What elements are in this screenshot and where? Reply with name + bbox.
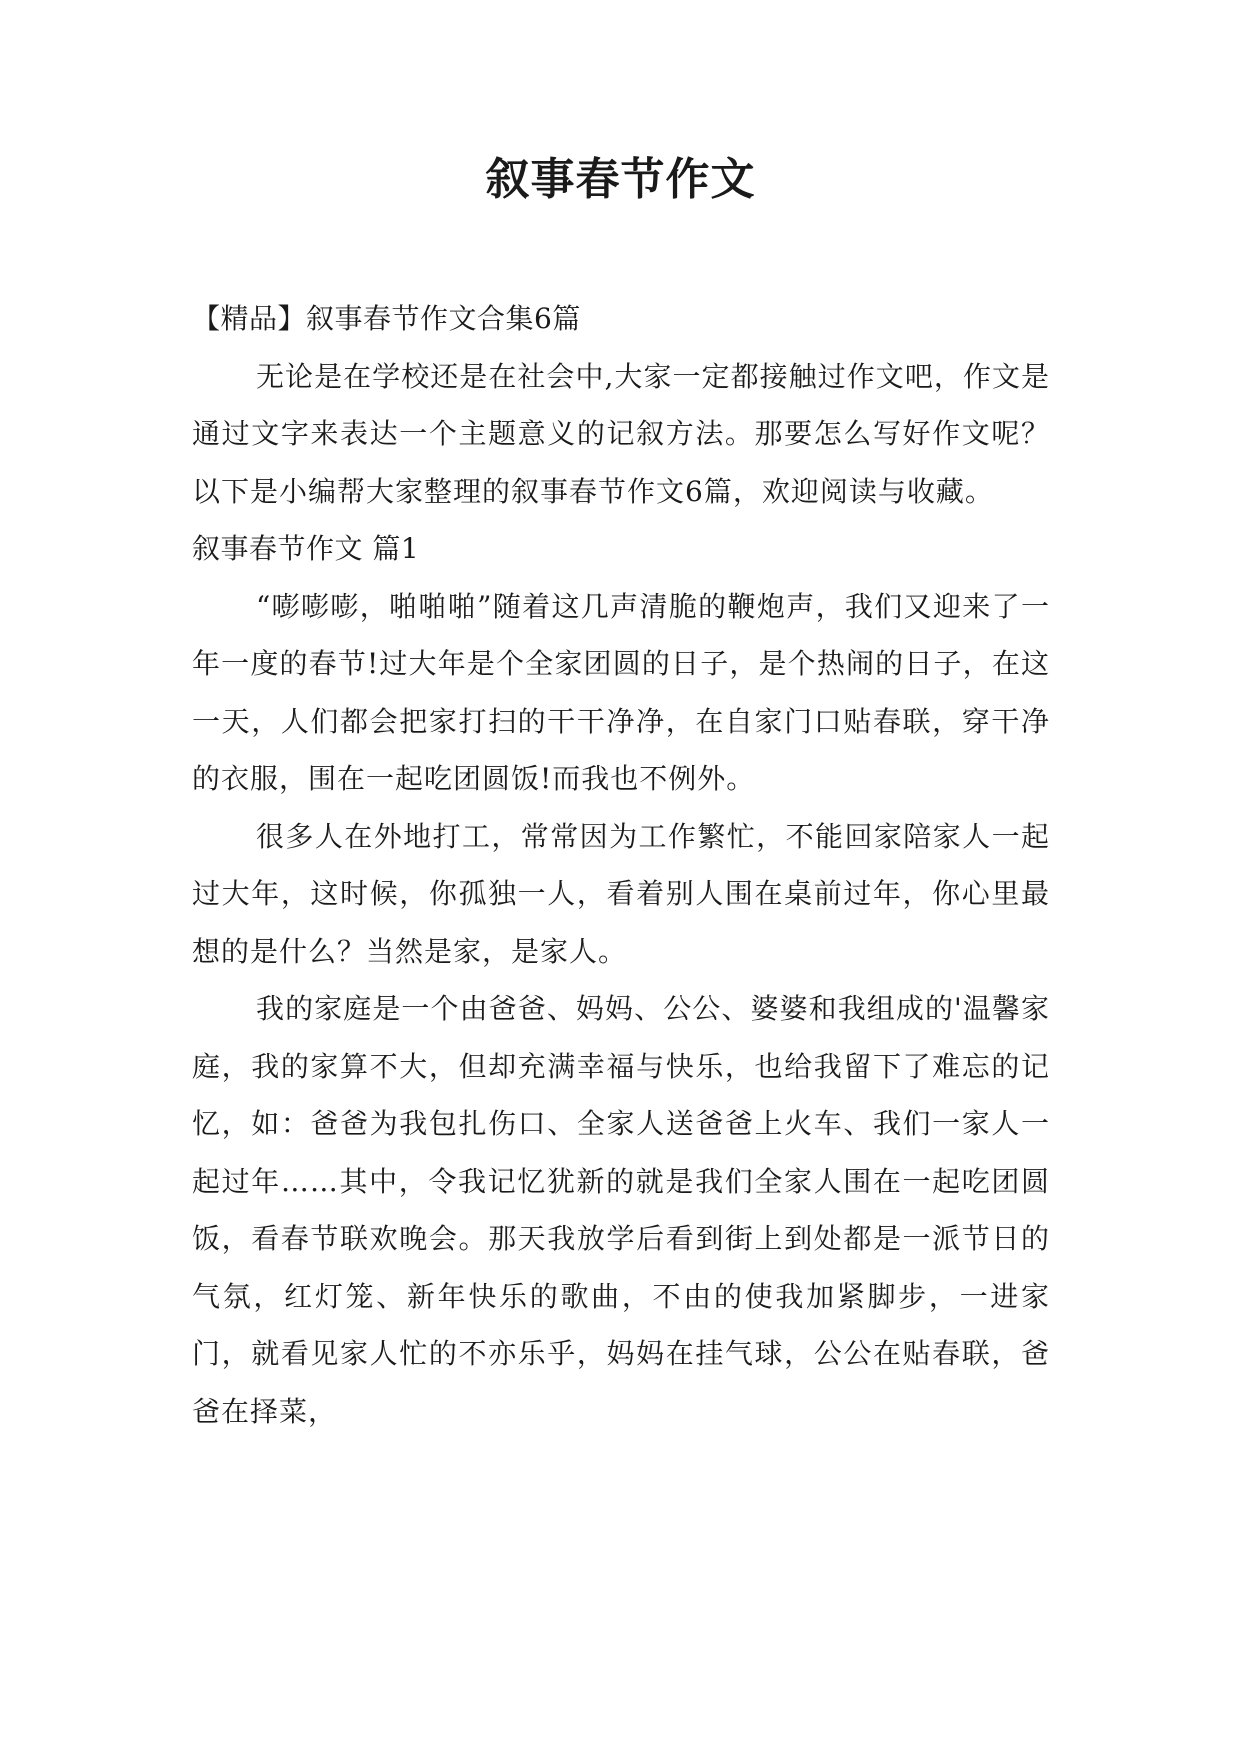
body-paragraph: “嘭嘭嘭，啪啪啪”随着这几声清脆的鞭炮声，我们又迎来了一年一度的春节!过大年是个全家团圆的日子，是个热闹的日子，在这一天，人们都会把家打扫的干干净净，在自家门口贴春联，穿干净的衣服，围在一起吃团圆饭!而我也不例外。 — [192, 589, 1050, 795]
document-title: 叙事春节作文 — [485, 154, 756, 205]
intro-paragraph: 无论是在学校还是在社会中,大家一定都接触过作文吧，作文是通过文字来表达一个主题意义的记叙方法。那要怎么写好作文呢？以下是小编帮大家整理的叙事春节作文6篇，欢迎阅读与收藏。 — [192, 359, 1050, 508]
body-paragraph: 很多人在外地打工，常常因为工作繁忙，不能回家陪家人一起过大年，这时候，你孤独一人，看着别人围在桌前过年，你心里最想的是什么？当然是家，是家人。 — [192, 819, 1050, 968]
collection-subtitle: 【精品】叙事春节作文合集6篇 — [192, 302, 581, 335]
section-heading: 叙事春节作文 篇1 — [192, 532, 420, 565]
document-body — [192, 290, 1050, 1440]
body-paragraph: 我的家庭是一个由爸爸、妈妈、公公、婆婆和我组成的'温馨家庭，我的家算不大，但却充满幸福与快乐，也给我留下了难忘的记忆，如：爸爸为我包扎伤口、全家人送爸爸上火车、我们一家人一起过年……其中，令我记忆犹新的就是我们全家人围在一起吃团圆饭，看春节联欢晚会。那天我放学后看到街上到处都是一派节日的气氛，红灯笼、新年快乐的歌曲，不由的使我加紧脚步，一进家门，就看见家人忙的不亦乐乎，妈妈在挂气球，公公在贴春联，爸爸在择菜， — [192, 992, 1050, 1428]
